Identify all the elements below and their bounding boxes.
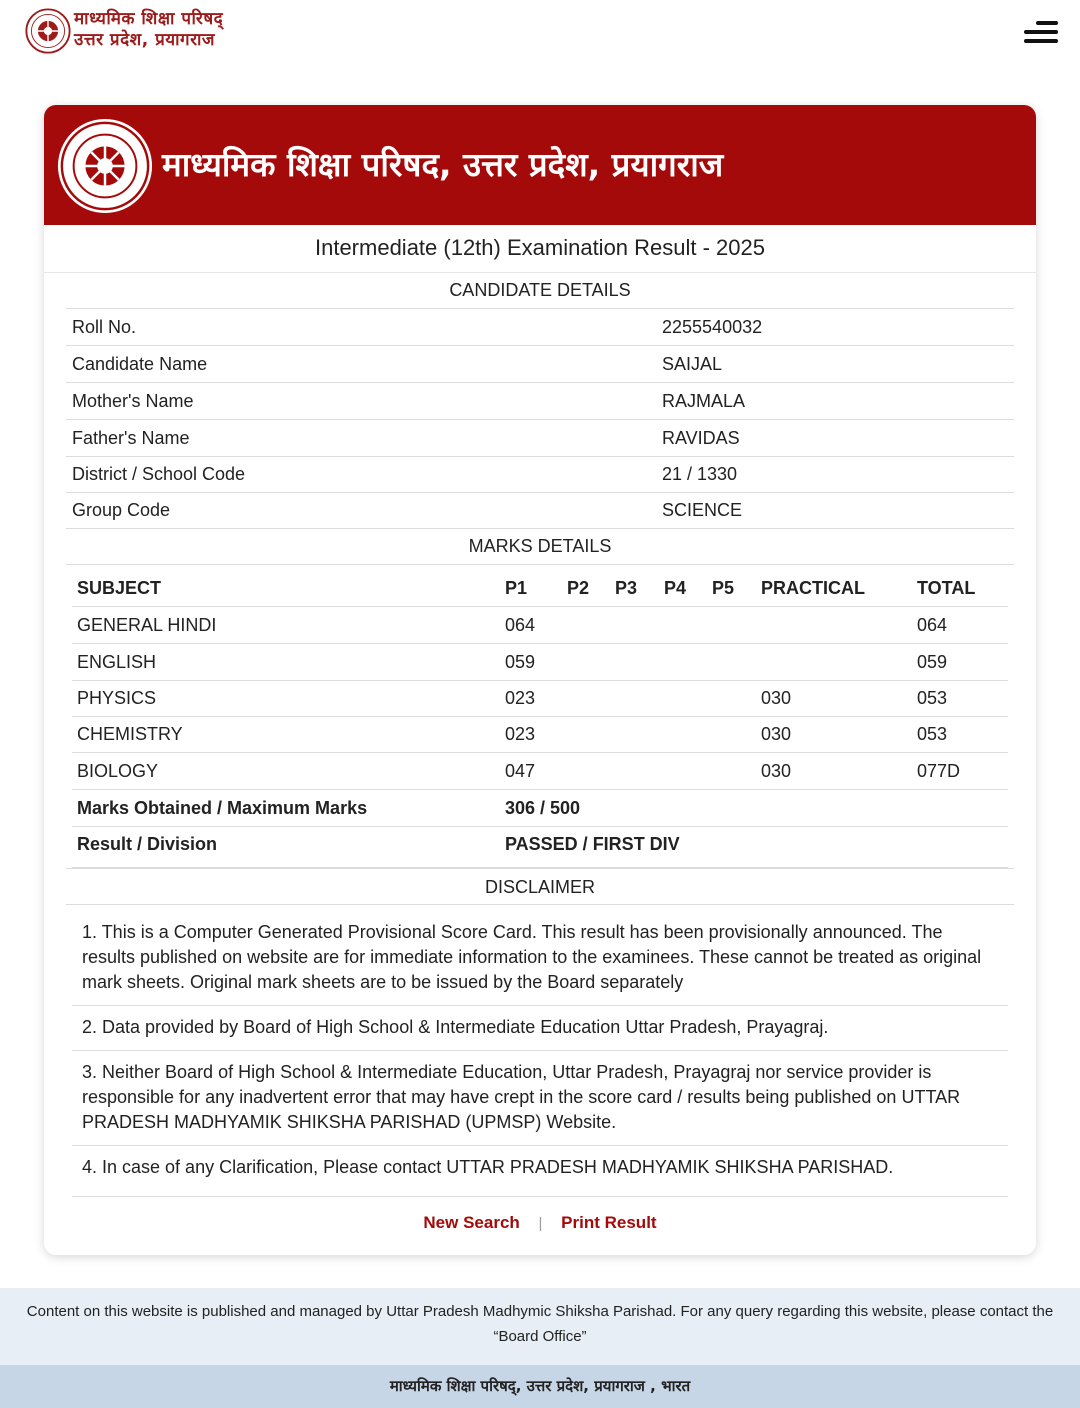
candidate-value: RAJMALA [662, 391, 746, 411]
upmsp-emblem-icon [56, 117, 154, 215]
column-header: P4 [664, 578, 687, 598]
candidate-value: RAVIDAS [662, 428, 740, 448]
candidate-value: 21 / 1330 [662, 464, 738, 484]
marks-obtained-value: 306 / 500 [505, 798, 581, 818]
p1-cell: 064 [505, 615, 536, 635]
new-search-link[interactable]: New Search [423, 1213, 520, 1232]
result-label: Result / Division [77, 834, 218, 854]
candidate-row [66, 346, 1014, 383]
p1-cell: 059 [505, 652, 536, 672]
candidate-label: District / School Code [72, 464, 246, 484]
column-header: PRACTICAL [761, 578, 865, 598]
p1-cell: 023 [505, 688, 536, 708]
candidate-row [66, 492, 1014, 529]
column-header: TOTAL [917, 578, 976, 598]
practical-cell: 030 [761, 724, 792, 744]
subject-cell: GENERAL HINDI [77, 615, 217, 635]
table-row [72, 644, 1008, 681]
banner-title: माध्यमिक शिक्षा परिषद, उत्तर प्रदेश, प्रयागराज [162, 145, 724, 184]
print-result-link[interactable]: Print Result [561, 1213, 657, 1232]
practical-cell: 030 [761, 761, 792, 781]
total-cell: 053 [917, 688, 948, 708]
total-cell: 064 [917, 615, 948, 635]
candidate-details-heading: CANDIDATE DETAILS [66, 273, 1014, 309]
card-banner [44, 105, 1036, 225]
p1-cell: 023 [505, 724, 536, 744]
footer-bottom: माध्यमिक शिक्षा परिषद्, उत्तर प्रदेश, प्रयागराज , भारत [0, 1365, 1080, 1408]
total-cell: 053 [917, 724, 948, 744]
disclaimer-heading: DISCLAIMER [66, 868, 1014, 905]
p1-cell: 047 [505, 761, 536, 781]
candidate-row [66, 383, 1014, 420]
column-header: P3 [615, 578, 638, 598]
candidate-value: 2255540032 [662, 317, 763, 337]
subject-cell: CHEMISTRY [77, 724, 183, 744]
total-cell: 077D [917, 761, 961, 781]
subject-cell: ENGLISH [77, 652, 157, 672]
table-row [72, 753, 1008, 790]
marks-details-heading: MARKS DETAILS [66, 529, 1014, 565]
result-value: PASSED / FIRST DIV [505, 834, 680, 854]
candidate-row [66, 456, 1014, 493]
disclaimer-item: 2. Data provided by Board of High School & Intermediate Education Uttar Pradesh, Prayagraj. [72, 1015, 1008, 1051]
table-row [72, 716, 1008, 753]
marks-header-row [72, 570, 1008, 607]
subject-cell: BIOLOGY [77, 761, 159, 781]
candidate-value: SAIJAL [662, 354, 723, 374]
disclaimer-item: 3. Neither Board of High School & Intermediate Education, Uttar Pradesh, Prayagraj nor service provider is responsible for any inadvertent error that may have crept in the score card / results being published on UTTAR PRADESH MADHYAMIK SHIKSHA PARISHAD (UPMSP) Website. [72, 1060, 1008, 1146]
subject-cell: PHYSICS [77, 688, 157, 708]
result-actions [44, 1213, 1036, 1233]
column-header: SUBJECT [77, 578, 162, 598]
practical-cell: 030 [761, 688, 792, 708]
site-title-line2: उत्तर प्रदेश, प्रयागराज [74, 30, 216, 50]
table-row [72, 680, 1008, 717]
upmsp-emblem-icon[interactable] [25, 8, 71, 54]
link-separator: | [538, 1215, 543, 1232]
hamburger-menu-icon[interactable] [1022, 18, 1060, 46]
footer-notice: Content on this website is published and managed by Uttar Pradesh Madhymic Shiksha Parishad. For any query regarding this website, please contact the “Board Office” [0, 1288, 1080, 1365]
candidate-label: Group Code [72, 500, 171, 520]
result-division-row [72, 826, 1008, 868]
marks-obtained-label: Marks Obtained / Maximum Marks [77, 798, 368, 818]
total-cell: 059 [917, 652, 948, 672]
table-row [72, 607, 1008, 644]
top-bar [0, 0, 1080, 64]
site-title-line1: माध्यमिक शिक्षा परिषद् [74, 9, 224, 29]
candidate-label: Candidate Name [72, 354, 208, 374]
candidate-label: Father's Name [72, 428, 190, 448]
candidate-label: Roll No. [72, 317, 137, 337]
disclaimer-item: 4. In case of any Clarification, Please contact UTTAR PRADESH MADHYAMIK SHIKSHA PARISHAD. [72, 1155, 1008, 1197]
site-title[interactable] [74, 9, 223, 51]
candidate-row [66, 309, 1014, 346]
candidate-value: SCIENCE [662, 500, 743, 520]
disclaimer-item: 1. This is a Computer Generated Provisional Score Card. This result has been provisionally announced. The results published on website are for immediate information to the examinees. These cannot be treated as original mark sheets. Original mark sheets are to be issued by the Board separately [72, 920, 1008, 1006]
column-header: P5 [712, 578, 735, 598]
column-header: P2 [567, 578, 590, 598]
exam-title: Intermediate (12th) Examination Result - 2025 [44, 225, 1036, 273]
result-card [44, 105, 1036, 1255]
candidate-row [66, 420, 1014, 457]
candidate-label: Mother's Name [72, 391, 194, 411]
column-header: P1 [505, 578, 528, 598]
marks-obtained-row [72, 790, 1008, 827]
